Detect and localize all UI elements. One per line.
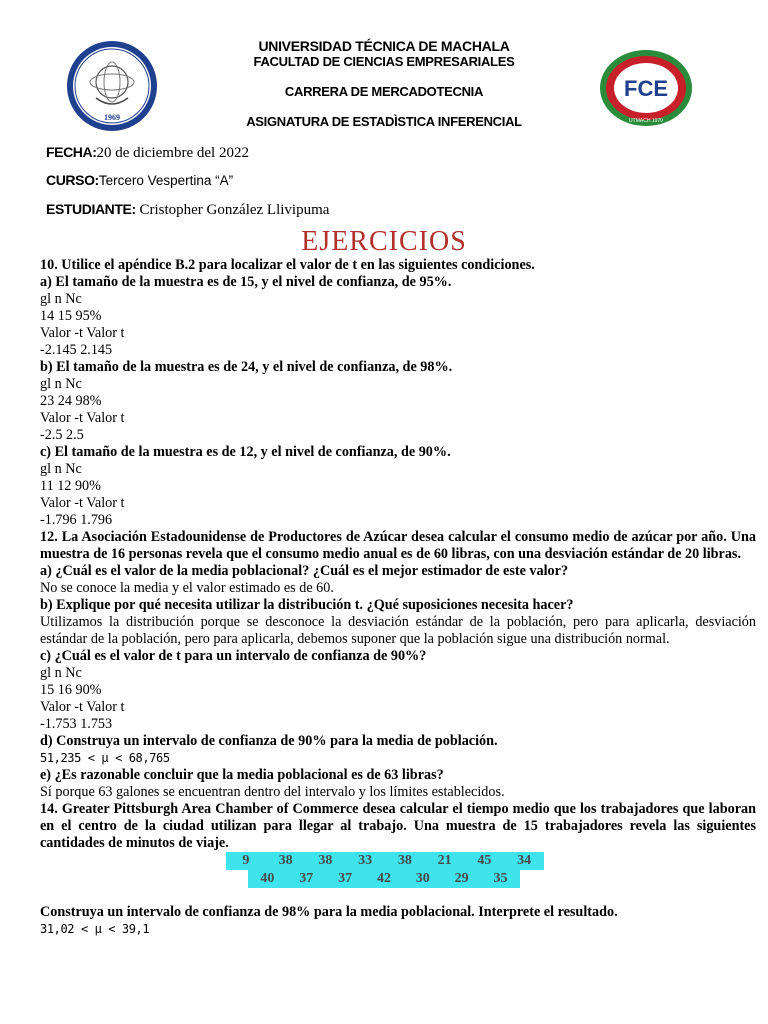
date-line <box>46 144 249 162</box>
data-cell: 9 <box>242 853 250 868</box>
table-header: Valor -t Valor t <box>40 699 125 715</box>
page-title: EJERCICIOS <box>301 226 467 257</box>
minutes-row-1 <box>226 852 544 870</box>
svg-text:FCE: FCE <box>624 76 668 101</box>
university-name: UNIVERSIDAD TÉCNICA DE MACHALA <box>258 38 510 54</box>
data-cell: 30 <box>415 871 430 886</box>
exercise-12b-question: b) Explique por qué necesita utilizar la distribución t. ¿Qué suposiciones necesita hacer? <box>40 597 574 613</box>
document-header <box>0 38 768 130</box>
data-cell: 21 <box>437 853 452 868</box>
course-line <box>46 172 233 190</box>
exercise-12a-answer: No se conoce la media y el valor estimado es de 60. <box>40 580 334 596</box>
exercise-10-question: 10. Utilice el apéndice B.2 para localizar el valor de t en las siguientes condiciones. <box>40 257 535 273</box>
svg-text:UTMACH 1970: UTMACH 1970 <box>629 118 663 124</box>
student-line <box>46 201 329 219</box>
svg-text:1969: 1969 <box>104 113 120 122</box>
data-cell: 42 <box>376 871 391 886</box>
table-values: 11 12 90% <box>40 478 101 494</box>
data-cell: 34 <box>517 853 532 868</box>
exercise-12d-question: d) Construya un intervalo de confianza de 90% para la media de población. <box>40 733 498 749</box>
date-value: 20 de diciembre del 2022 <box>96 145 249 161</box>
table-values: -1.753 1.753 <box>40 716 113 732</box>
exercise-10c-question: c) El tamaño de la muestra es de 12, y el nivel de confianza, de 90%. <box>40 444 451 460</box>
table-header: Valor -t Valor t <box>40 495 125 511</box>
exercise-10b-question: b) El tamaño de la muestra es de 24, y el nivel de confianza, de 98%. <box>40 359 453 375</box>
data-cell: 33 <box>358 853 373 868</box>
table-values: -2.145 2.145 <box>40 342 113 358</box>
career-name: CARRERA DE MERCADOTECNIA <box>284 84 484 99</box>
date-label: FECHA: <box>46 144 97 160</box>
data-cell: 38 <box>318 853 333 868</box>
table-header: gl n Nc <box>40 461 82 477</box>
exercise-12e-question: e) ¿Es razonable concluir que la media poblacional es de 63 libras? <box>40 767 444 783</box>
data-cell: 37 <box>299 871 314 886</box>
subject-name: ASIGNATURA DE ESTADÌSTICA INFERENCIAL <box>246 114 522 129</box>
data-cell: 38 <box>278 853 293 868</box>
exercise-12-question: 12. La Asociación Estadounidense de Productores de Azúcar desea calcular el consumo medio de azúcar por año. Una muestra de 16 personas revela que el consumo medio anual es de 60 libras, con una desviación estándar de 20 libras. <box>40 529 756 562</box>
table-header: gl n Nc <box>40 291 82 307</box>
minutes-row-2 <box>248 870 520 888</box>
data-cell: 29 <box>454 871 469 886</box>
table-header: gl n Nc <box>40 376 82 392</box>
exercise-14-question: 14. Greater Pittsburgh Area Chamber of Commerce desea calcular el tiempo medio que los trabajadores que laboran en el centro de la ciudad utilizan para llegar al trabajo. Una muestra de 15 trabajadores revela las siguientes cantidades de minutos de viaje. <box>40 801 756 851</box>
table-values: 23 24 98% <box>40 393 102 409</box>
table-values: -2.5 2.5 <box>40 427 84 443</box>
student-value: Cristopher González Llivipuma <box>135 202 330 218</box>
table-values: 15 16 90% <box>40 682 102 698</box>
minutes-data-table <box>40 852 756 888</box>
table-values: -1.796 1.796 <box>40 512 113 528</box>
exercise-10a-question: a) El tamaño de la muestra es de 15, y el nivel de confianza, de 95%. <box>40 274 452 290</box>
faculty-name: FACULTAD DE CIENCIAS EMPRESARIALES <box>253 54 515 69</box>
table-header: gl n Nc <box>40 665 82 681</box>
exercise-12b-answer: Utilizamos la distribución porque se desconoce la desviación estándar de la población, pero para aplicarla, desviación estándar de la población, pero para aplicarla, debemos suponer que la población sigue una distribución normal. <box>40 614 756 647</box>
exercise-12e-answer: Sí porque 63 galones se encuentran dentro del intervalo y los límites establecidos. <box>40 784 505 800</box>
student-label: ESTUDIANTE: <box>46 201 136 217</box>
course-label: CURSO: <box>46 172 99 188</box>
table-header: Valor -t Valor t <box>40 325 125 341</box>
course-value: Tercero Vespertina “A” <box>98 173 234 188</box>
data-cell: 35 <box>493 871 508 886</box>
table-values: 14 15 95% <box>40 308 102 324</box>
exercise-14-interval-answer: 31,02 < μ < 39,1 <box>40 922 150 936</box>
exercise-14-interval-question: Construya un intervalo de confianza de 98% para la media poblacional. Interprete el resultado. <box>40 904 618 920</box>
exercises-content <box>40 257 756 938</box>
data-cell: 38 <box>397 853 412 868</box>
exercise-12c-question: c) ¿Cuál es el valor de t para un intervalo de confianza de 90%? <box>40 648 427 664</box>
table-header: Valor -t Valor t <box>40 410 125 426</box>
exercise-12d-answer: 51,235 < μ < 68,765 <box>40 751 170 765</box>
data-cell: 40 <box>260 871 275 886</box>
data-cell: 37 <box>338 871 353 886</box>
exercise-12a-question: a) ¿Cuál es el valor de la media poblacional? ¿Cuál es el mejor estimador de este valor? <box>40 563 569 579</box>
data-cell: 45 <box>477 853 492 868</box>
